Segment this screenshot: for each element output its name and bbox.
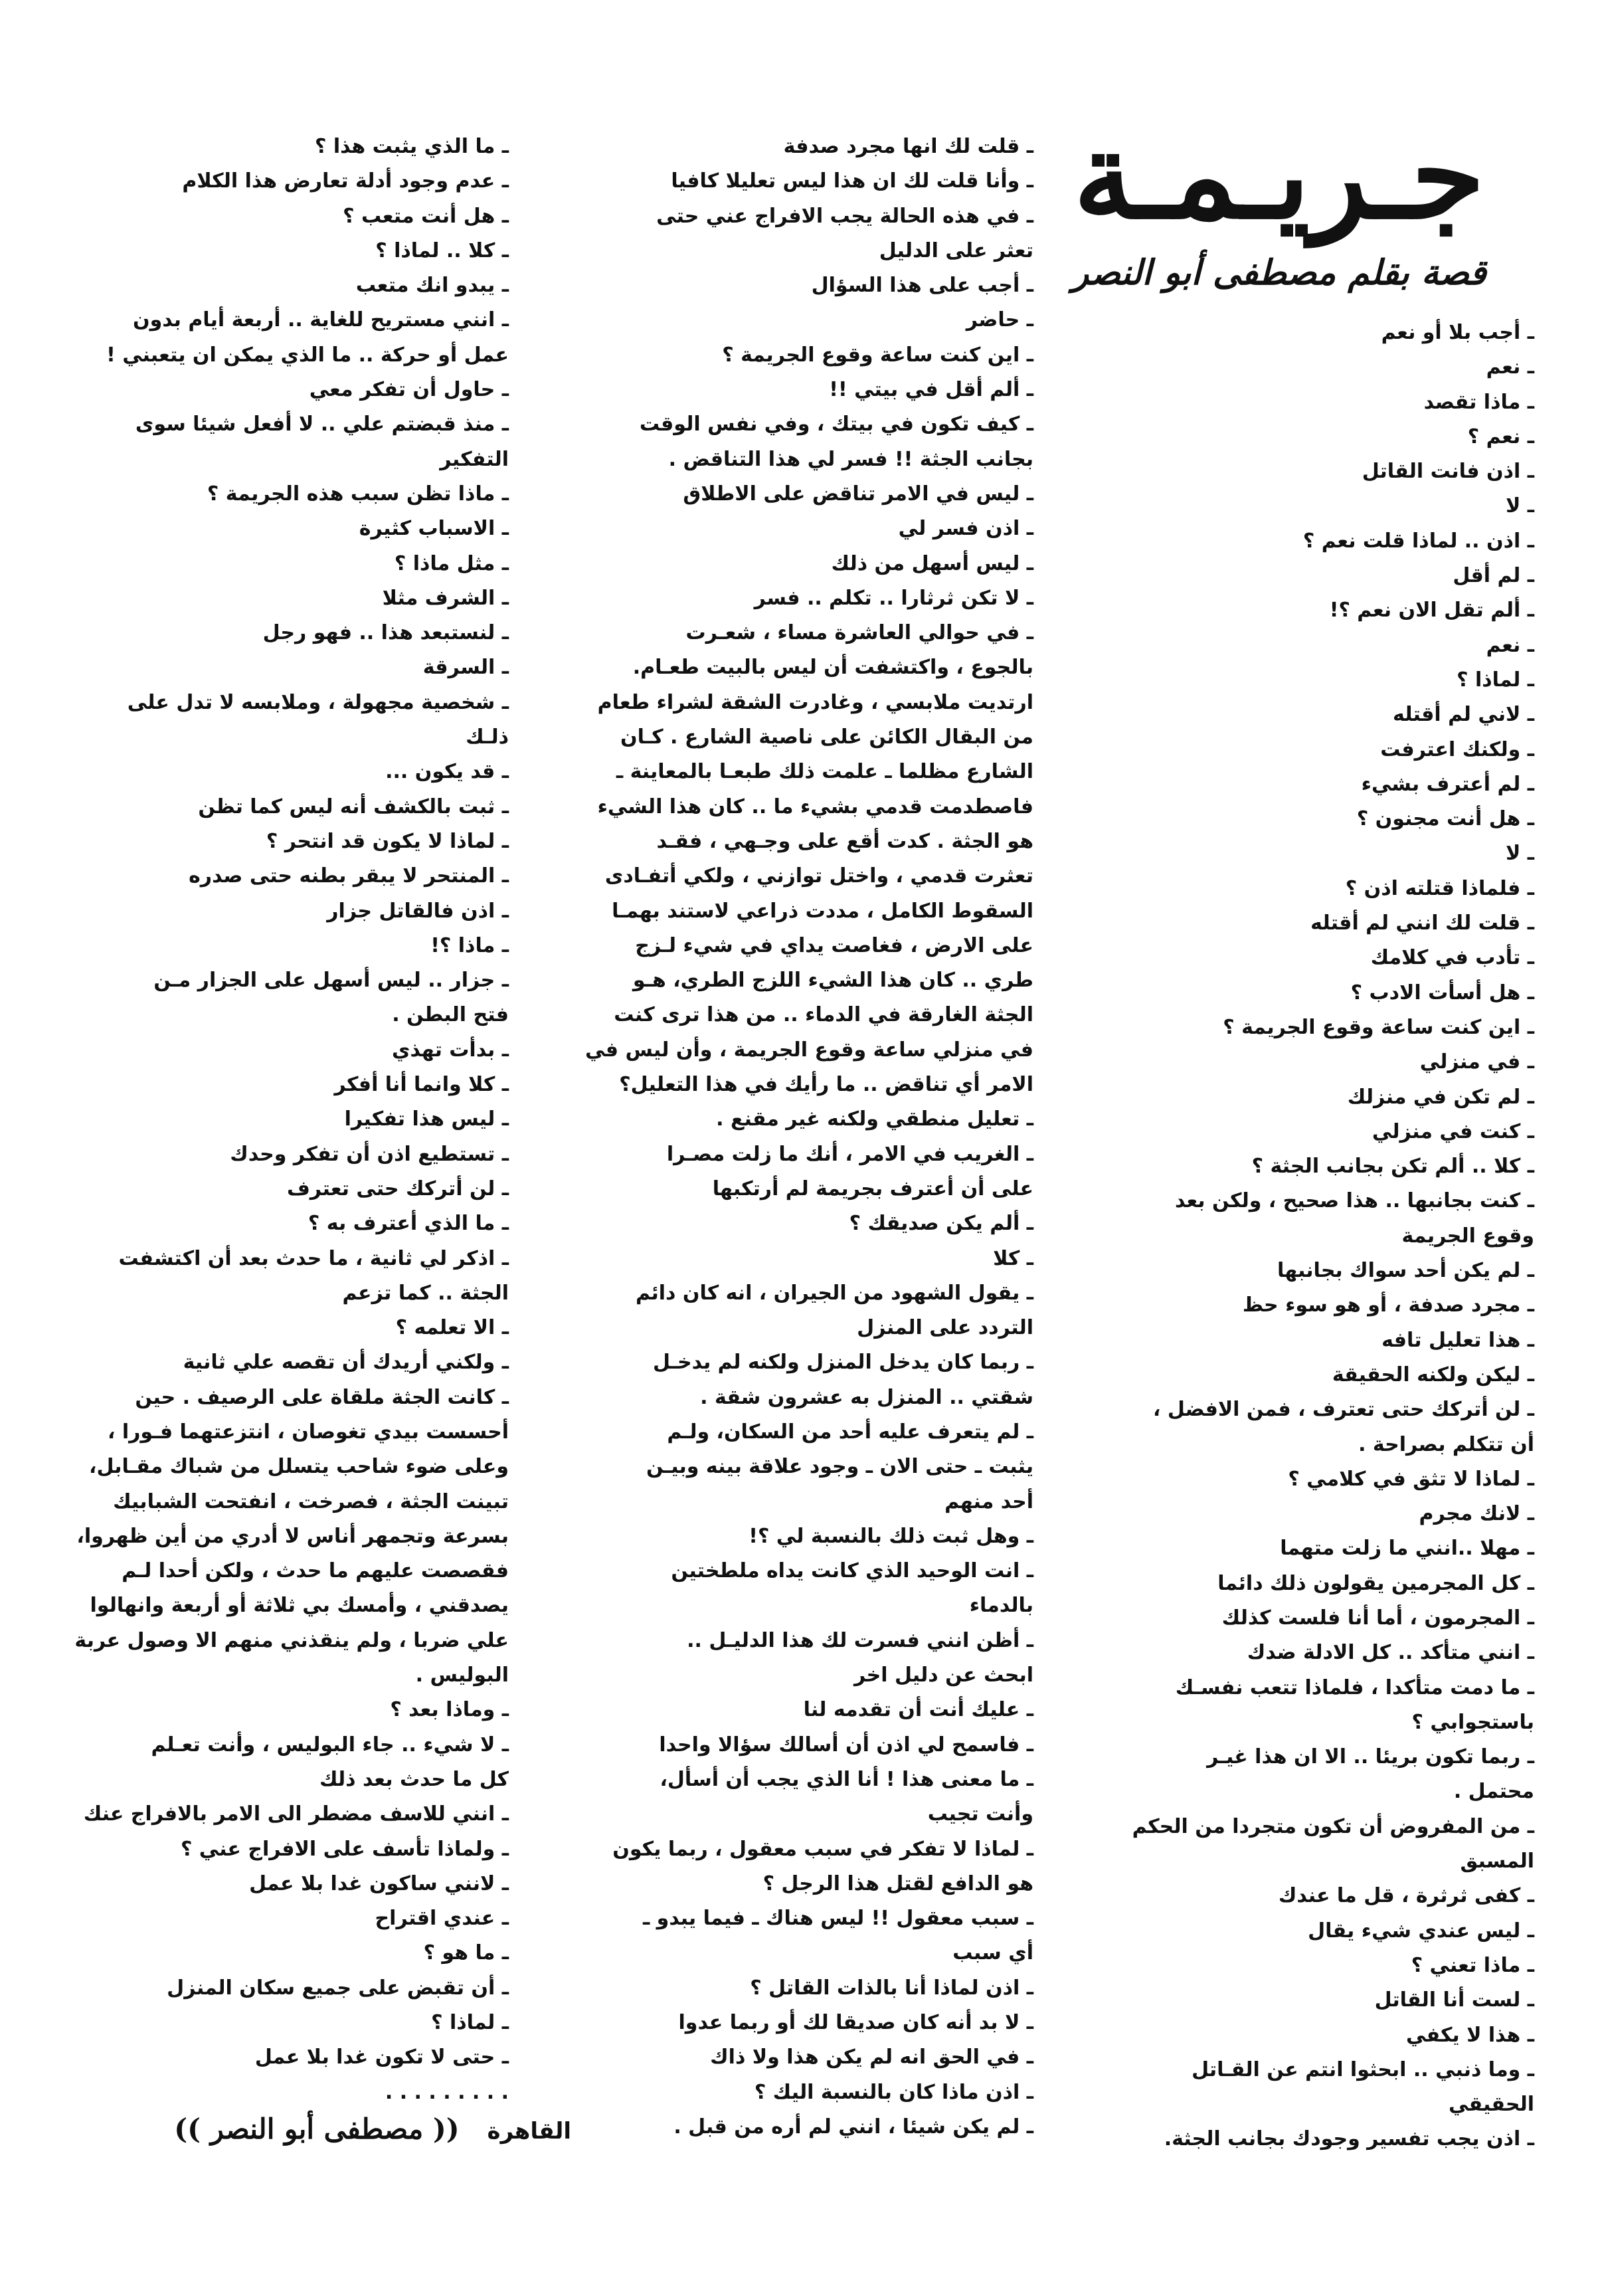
dialogue-line: أي سبب: [952, 1941, 1033, 1965]
dialogue-line: ـ لا شيء .. جاء البوليس ، وأنت تعـلم: [151, 1733, 509, 1757]
dialogue-line: ـ لا: [1505, 494, 1534, 518]
dialogue-line: الحقيقي: [1449, 2093, 1534, 2117]
dialogue-line: فقصصت عليهم ما حدث ، ولكن أحدا لـم: [122, 1559, 509, 1583]
dialogue-line: بالجوع ، واكتشفت أن ليس بالبيت طعـام.: [632, 656, 1033, 680]
dialogue-line: ـ انت الوحيد الذي كانت يداه ملطختين: [671, 1559, 1033, 1583]
dialogue-line: ـ لم يكن أحد سواك بجانبها: [1277, 1259, 1534, 1283]
dialogue-line: ـ ماذا تقصد: [1423, 390, 1534, 414]
dialogue-line: ـ فاسمح لي اذن أن أسالك سؤالا واحدا: [659, 1733, 1033, 1757]
dialogue-line: ـ جزار .. ليس أسهل على الجزار مـن: [153, 969, 509, 993]
dialogue-line: ـ لماذا ؟: [1457, 668, 1534, 692]
dialogue-line: شقتي .. المنزل به عشرون شقة .: [700, 1385, 1033, 1409]
dialogue-line: ـ لا بد أنه كان صديقا لك أو ربما عدوا: [678, 2011, 1033, 2035]
dialogue-line: ـ ماذا تعني ؟: [1411, 1953, 1534, 1977]
dialogue-line: ـ منذ قبضتم علي .. لا أفعل شيئا سوى: [135, 413, 509, 436]
dialogue-line: ـ ألم تقل الان نعم ؟!: [1329, 599, 1534, 622]
dialogue-line: ـ عليك أنت أن تقدمه لنا: [803, 1698, 1033, 1722]
dialogue-line: ـ لم تكن في منزلك: [1347, 1085, 1534, 1109]
dialogue-line: ارتديت ملابسي ، وغادرت الشقة لشراء طعام: [597, 690, 1033, 714]
dialogue-line: الجثة الغارقة في الدماء .. من هذا ترى كنت: [614, 1003, 1033, 1027]
dialogue-line: الامر أي تناقض .. ما رأيك في هذا التعليل؟: [619, 1073, 1033, 1097]
dialogue-line: ـ ولكنك اعترفت: [1380, 737, 1534, 761]
dialogue-line: ـ لن أتركك حتى تعترف: [286, 1177, 509, 1200]
dialogue-line: ـ ألم أقل في بيتي !!: [829, 378, 1033, 402]
dialogue-line: ـ كنت في منزلي: [1372, 1119, 1534, 1143]
dialogue-line: ـ هل أسأت الادب ؟: [1350, 981, 1534, 1004]
dialogue-line: ـ اذن يجب تفسير وجودك بجانب الجثة.: [1164, 2127, 1534, 2151]
dialogue-line: وقوع الجريمة: [1401, 1224, 1534, 1248]
text-column-middle: [569, 130, 1033, 2145]
dialogue-line: ـ ما الذي يثبت هذا ؟: [314, 135, 509, 158]
dialogue-line: ـ قلت لك انها مجرد صدفة: [783, 135, 1033, 158]
dialogue-line: ـ أجب على هذا السؤال: [811, 274, 1033, 298]
dialogue-line: ـ اذن فانت القاتل: [1362, 460, 1534, 484]
dialogue-line: باستجوابي ؟: [1411, 1710, 1534, 1734]
dialogue-line: ـ لم أعترف بشيء: [1361, 772, 1534, 796]
dialogue-line: علي ضربا ، ولم ينقذني منهم الا وصول عربة: [74, 1628, 509, 1652]
dialogue-line: ـ ليس أسهل من ذلك: [831, 551, 1033, 575]
dialogue-line: ـ كنت بجانبها .. هذا صحيح ، ولكن بعد: [1175, 1189, 1534, 1213]
dialogue-line: ـ السرقة: [422, 656, 509, 680]
dialogue-line: ـ قلت لك انني لم أقتله: [1310, 911, 1534, 935]
dialogue-line: ـ بدأت تهذي: [391, 1038, 509, 1062]
dialogue-line: أحسست بيدي تغوصان ، انتزعتهما فـورا ،: [107, 1420, 509, 1444]
dialogue-line: ـ ربما كان يدخل المنزل ولكنه لم يدخـل: [652, 1351, 1033, 1375]
dialogue-line: ـ تستطيع اذن أن تفكر وحدك: [230, 1142, 509, 1166]
dialogue-line: ـ لن أتركك حتى تعترف ، فمن الافضل ،: [1153, 1398, 1534, 1422]
dialogue-line: ـ كلا: [993, 1246, 1033, 1270]
dialogue-line: ـ ربما تكون بريئا .. الا ان هذا غيـر: [1207, 1745, 1534, 1769]
dialogue-line: ـ لا: [1505, 842, 1534, 866]
dialogue-line: ـ اذن لماذا أنا بالذات القاتل ؟: [750, 1976, 1033, 2000]
dialogue-line: ـ كيف تكون في بيتك ، وفي نفس الوقت: [639, 413, 1033, 436]
dialogue-line: ـ لماذا ؟: [431, 2011, 509, 2035]
dialogue-line: ـ كلا .. لماذا ؟: [375, 239, 509, 262]
dialogue-line: الشارع مظلما ـ علمت ذلك طبعـا بالمعاينة ـ: [616, 760, 1033, 784]
dialogue-line: عمل أو حركة .. ما الذي يمكن ان يتعبني !: [106, 343, 509, 367]
dialogue-line: ـ وأنا قلت لك ان هذا ليس تعليلا كافيا: [671, 169, 1033, 193]
dialogue-line: ـ ما الذي أعترف به ؟: [308, 1212, 509, 1236]
dialogue-line: ـ هل أنت متعب ؟: [343, 204, 509, 228]
dialogue-line: يثبت ـ حتى الان ـ وجود علاقة بينه وبيـن: [646, 1455, 1033, 1479]
dialogue-line: هو الجثة . كدت أقع على وجـهي ، فقـد: [656, 829, 1033, 853]
text-column-right: [1096, 316, 1534, 2157]
dialogue-line: من البقال الكائن على ناصية الشارع . كـان: [620, 725, 1033, 749]
dialogue-line: ـ لانك مجرم: [1419, 1502, 1534, 1526]
dialogue-line: ـ تأدب في كلامك: [1370, 946, 1534, 970]
dialogue-line: ـ انني للاسف مضطر الى الامر بالافراج عنك: [83, 1802, 509, 1826]
dialogue-line: ـ سبب معقول !! ليس هناك ـ فيما يبدو ـ: [642, 1907, 1033, 1931]
dialogue-line: . . . . . . . . .: [385, 2080, 509, 2104]
dialogue-line: ـ حاضر: [966, 308, 1033, 332]
dialogue-line: هو الدافع لقتل هذا الرجل ؟: [762, 1871, 1033, 1895]
dialogue-line: ـ اين كنت ساعة وقوع الجريمة ؟: [722, 343, 1033, 367]
dialogue-line: ـ ما دمت متأكدا ، فلماذا تتعب نفسـك: [1175, 1675, 1534, 1699]
dialogue-line: ـ انني مستريح للغاية .. أربعة أيام بدون: [133, 308, 509, 332]
dialogue-line: ـ لانني ساكون غدا بلا عمل: [249, 1871, 509, 1895]
dialogue-line: ـ ليكن ولكنه الحقيقة: [1332, 1363, 1534, 1387]
dialogue-line: ـ كلا وانما أنا أفكر: [334, 1073, 509, 1097]
dialogue-line: ـ الشرف مثلا: [382, 586, 509, 610]
dialogue-line: ـ في الحق انه لم يكن هذا ولا ذاك: [710, 2046, 1033, 2069]
dialogue-line: تعثر على الدليل: [879, 239, 1033, 262]
dialogue-line: ـ ماذا تظن سبب هذه الجريمة ؟: [207, 482, 509, 506]
dialogue-line: ـ ألم يكن صديقك ؟: [849, 1212, 1033, 1236]
dialogue-line: ـ الغريب في الامر ، أنك ما زلت مصـرا: [666, 1142, 1033, 1166]
dialogue-line: ـ اين كنت ساعة وقوع الجريمة ؟: [1223, 1015, 1534, 1039]
dialogue-line: ـ وماذا بعد ؟: [390, 1698, 509, 1722]
dialogue-line: ـ اذن ماذا كان بالنسبة اليك ؟: [754, 2080, 1033, 2104]
dialogue-line: ـ يقول الشهود من الجيران ، انه كان دائم: [635, 1281, 1033, 1305]
dialogue-line: كل ما حدث بعد ذلك: [319, 1767, 509, 1791]
dialogue-line: ـ في حوالي العاشرة مساء ، شعـرت: [685, 621, 1033, 645]
dialogue-line: ـ من المفروض أن تكون متجردا من الحكم: [1132, 1814, 1534, 1838]
dialogue-line: ـ ولماذا تأسف على الافراج عني ؟: [180, 1837, 509, 1861]
dialogue-line: أن تتكلم بصراحة .: [1358, 1432, 1534, 1456]
dialogue-line: ـ لنستبعد هذا .. فهو رجل: [262, 621, 509, 645]
dialogue-line: ـ مهلا ..انني ما زلت متهما: [1280, 1537, 1534, 1561]
dialogue-line: السقوط الكامل ، مددت ذراعي لاستند بهمـا: [612, 899, 1033, 923]
dialogue-line: ـ لست أنا القاتل: [1374, 1988, 1534, 2012]
dialogue-line: ـ هذا تعليل تافه: [1381, 1328, 1534, 1352]
dialogue-line: ـ لم أقل: [1453, 564, 1534, 588]
dialogue-line: ـ نعم: [1486, 355, 1534, 379]
dialogue-line: ـ انني متأكد .. كل الادلة ضدك: [1247, 1641, 1534, 1665]
dialogue-line: وعلى ضوء شاحب يتسلل من شباك مقـابل،: [89, 1455, 509, 1479]
dialogue-line: ـ هذا لا يكفي: [1406, 2023, 1534, 2047]
dialogue-line: ـ في هذه الحالة يجب الافراج عني حتى: [656, 204, 1033, 228]
dialogue-line: ـ ليس هذا تفكيرا: [344, 1107, 509, 1131]
dialogue-line: ـ أجب بلا أو نعم: [1381, 321, 1534, 344]
dialogue-line: يصدقني ، وأمسك بي ثلاثة أو أربعة وانهالوا: [90, 1594, 509, 1618]
dialogue-line: ابحث عن دليل اخر: [854, 1664, 1033, 1687]
dialogue-line: التفكير: [440, 447, 509, 471]
dialogue-line: ـ هل أنت مجنون ؟: [1356, 807, 1534, 831]
dialogue-line: ـ لا تكن ثرثارا .. تكلم .. فسر: [754, 586, 1033, 610]
dialogue-line: ـ لم يتعرف عليه أحد من السكان، ولـم: [667, 1420, 1033, 1444]
dialogue-line: ـ يبدو انك متعب: [355, 274, 509, 298]
dialogue-line: ـ نعم: [1486, 633, 1534, 657]
story-byline: قصة بقلم مصطفى أبو النصر: [1072, 252, 1486, 293]
dialogue-line: ـ حاول أن تفكر معي: [309, 378, 509, 402]
dialogue-line: ـ أظن انني فسرت لك هذا الدليـل ..: [687, 1628, 1033, 1652]
dialogue-line: بسرعة وتجمهر أناس لا أدري من أين ظهروا،: [76, 1524, 509, 1548]
dialogue-line: البوليس .: [415, 1664, 509, 1687]
dialogue-line: ـ ليس في الامر تناقض على الاطلاق: [683, 482, 1033, 506]
dialogue-line: ـ الا تعلمه ؟: [395, 1316, 509, 1340]
dialogue-line: طري .. كان هذا الشيء اللزج الطري، هـو: [632, 969, 1033, 993]
dialogue-line: ـ مثل ماذا ؟: [394, 551, 509, 575]
dialogue-line: ـ اذن فالقاتل جزار: [327, 899, 509, 923]
dialogue-line: ـ وهل ثبت ذلك بالنسبة لي ؟!: [749, 1524, 1033, 1548]
dialogue-line: ـ المجرمون ، أما أنا فلست كذلك: [1221, 1606, 1534, 1630]
dialogue-line: ـ شخصية مجهولة ، وملابسه لا تدل على: [127, 690, 509, 714]
dialogue-line: ـ اذن .. لماذا قلت نعم ؟: [1302, 529, 1534, 553]
dialogue-line: ـ ماذا ؟!: [430, 933, 509, 957]
dialogue-line: ـ لماذا لا تفكر في سبب معقول ، ربما يكون: [612, 1837, 1033, 1861]
dialogue-line: ـ المنتحر لا يبقر بطنه حتى صدره: [189, 864, 509, 888]
dialogue-line: فاصطدمت قدمي بشيء ما .. كان هذا الشيء: [597, 795, 1033, 818]
dialogue-line: ـ كل المجرمين يقولون ذلك دائما: [1217, 1571, 1534, 1595]
dialogue-line: ـ ولكني أريدك أن تقصه علي ثانية: [183, 1351, 509, 1375]
dialogue-line: ـ لاني لم أقتله: [1393, 703, 1534, 727]
dialogue-line: المسبق: [1460, 1850, 1534, 1873]
signature: [106, 2113, 571, 2145]
dialogue-line: أحد منهم: [944, 1489, 1033, 1513]
dialogue-line: ـ أن تقبض على جميع سكان المنزل: [167, 1976, 509, 2000]
text-column-left: [44, 130, 509, 2110]
dialogue-line: ـ كانت الجثة ملقاة على الرصيف . حين: [135, 1385, 509, 1409]
dialogue-line: ـ في منزلي: [1419, 1050, 1534, 1074]
dialogue-line: ـ فلماذا قتلته اذن ؟: [1345, 876, 1534, 900]
dialogue-line: ـ مجرد صدفة ، أو هو سوء حظ: [1242, 1293, 1534, 1317]
dialogue-line: تبينت الجثة ، فصرخت ، انفتحت الشبابيك: [113, 1489, 509, 1513]
dialogue-line: في منزلي ساعة وقوع الجريمة ، وأن ليس في: [585, 1038, 1033, 1062]
dialogue-line: ـ الاسباب كثيرة: [359, 517, 509, 541]
dialogue-line: ـ عندي اقتراح: [375, 1907, 509, 1931]
dialogue-line: وأنت تجيب: [927, 1802, 1033, 1826]
dialogue-line: ـ كلا .. ألم تكن بجانب الجثة ؟: [1251, 1155, 1534, 1179]
dialogue-line: على أن أعترف بجريمة لم أرتكبها: [712, 1177, 1033, 1200]
signature-city: القاهرة: [487, 2118, 571, 2145]
dialogue-line: ـ حتى لا تكون غدا بلا عمل: [254, 2046, 509, 2069]
story-title: جـريـمـة: [1073, 106, 1485, 246]
dialogue-line: فتح البطن .: [392, 1003, 509, 1027]
dialogue-line: ـ كفى ثرثرة ، قل ما عندك: [1278, 1884, 1534, 1908]
dialogue-line: محتمل .: [1453, 1780, 1534, 1804]
dialogue-line: ـ ليس عندي شيء يقال: [1308, 1919, 1534, 1943]
dialogue-line: ـ نعم ؟: [1467, 425, 1534, 448]
dialogue-line: ـ لماذا لا تثق في كلامي ؟: [1288, 1467, 1534, 1491]
dialogue-line: بالدماء: [969, 1594, 1033, 1618]
dialogue-line: ذلـك: [466, 725, 509, 749]
dialogue-line: تعثرت قدمي ، واختل توازني ، ولكي أتفـادى: [604, 864, 1033, 888]
dialogue-line: ـ اذن فسر لي: [898, 517, 1033, 541]
dialogue-line: ـ ثبت بالكشف أنه ليس كما تظن: [198, 795, 509, 818]
dialogue-line: ـ ما هو ؟: [423, 1941, 509, 1965]
dialogue-line: الجثة .. كما تزعم: [342, 1281, 509, 1305]
dialogue-line: ـ لم يكن شيئا ، انني لم أره من قبل .: [673, 2115, 1033, 2139]
dialogue-line: ـ اذكر لي ثانية ، ما حدث بعد أن اكتشفت: [118, 1246, 509, 1270]
dialogue-line: ـ لماذا لا يكون قد انتحر ؟: [266, 829, 509, 853]
dialogue-line: بجانب الجثة !! فسر لي هذا التناقض .: [668, 447, 1033, 471]
dialogue-line: التردد على المنزل: [857, 1316, 1033, 1340]
dialogue-line: ـ وما ذنبي .. ابحثوا انتم عن القـاتل: [1192, 2057, 1534, 2081]
dialogue-line: ـ ما معنى هذا ! أنا الذي يجب أن أسأل،: [660, 1767, 1033, 1791]
dialogue-line: على الارض ، فغاصت يداي في شيء لـزج: [635, 933, 1033, 957]
dialogue-line: ـ عدم وجود أدلة تعارض هذا الكلام: [182, 169, 509, 193]
signature-author: (( مصطفى أبو النصر )): [174, 2113, 460, 2145]
dialogue-line: ـ قد يكون ...: [385, 760, 509, 784]
dialogue-line: ـ تعليل منطقي ولكنه غير مقنع .: [716, 1107, 1033, 1131]
